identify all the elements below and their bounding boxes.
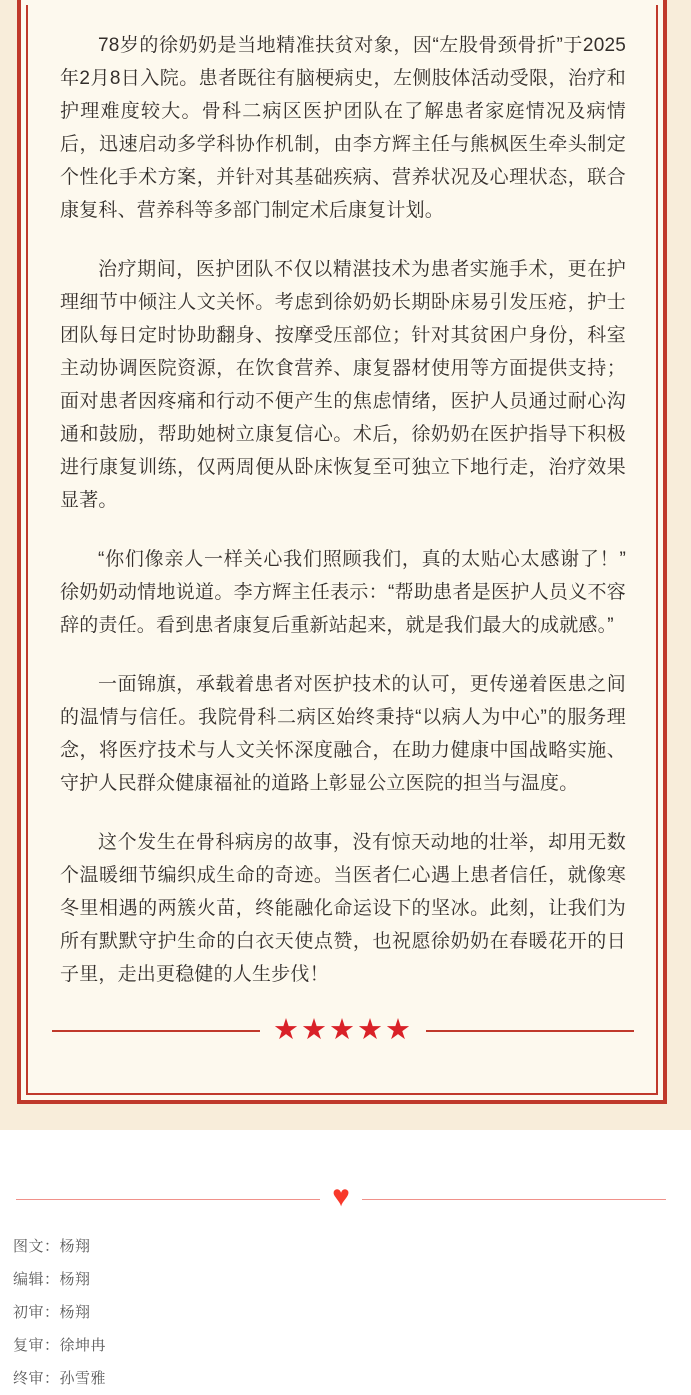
star-divider [52, 1015, 634, 1047]
credit-line-final-review: 终审：孙雪雅 [13, 1370, 107, 1387]
article-paragraph: 这个发生在骨科病房的故事，没有惊天动地的壮举，却用无数个温暖细节编织成生命的奇迹。当医者仁心遇上患者信任，就像寒冬里相遇的两簇火苗，终能融化命运设下的坚冰。此刻，让我们为所有默默守护生命的白衣天使点赞，也祝愿徐奶奶在春暖花开的日子里，走出更稳健的人生步伐！ [60, 832, 626, 985]
credit-line-graphics: 图文：杨翔 [13, 1238, 91, 1255]
credit-line-editor: 编辑：杨翔 [13, 1271, 91, 1288]
article-paragraph: 治疗期间，医护团队不仅以精湛技术为患者实施手术，更在护理细节中倾注人文关怀。考虑到徐奶奶长期卧床易引发压疮，护士团队每日定时协助翻身、按摩受压部位；针对其贫困户身份，科室主动协调医院资源，在饮食营养、康复器材使用等方面提供支持；面对患者因疼痛和行动不便产生的焦虑情绪，医护人员通过耐心沟通和鼓励，帮助她树立康复信心。术后，徐奶奶在医护指导下积极进行康复训练，仅两周便从卧床恢复至可独立下地行走，治疗效果显著。 [60, 259, 626, 511]
credits [13, 1230, 691, 1395]
heart-divider-line-right [362, 1199, 666, 1200]
article-frame-inner-border [26, 5, 658, 1095]
five-stars-icon: ★★★★★ [273, 1013, 413, 1046]
divider-line-left [52, 1030, 260, 1032]
credit-line-second-review: 复审：徐坤冉 [13, 1337, 107, 1354]
heart-divider-line-left [16, 1199, 320, 1200]
article-paragraph: 一面锦旗，承载着患者对医护技术的认可，更传递着医患之间的温情与信任。我院骨科二病区始终秉持“以病人为中心”的服务理念，将医疗技术与人文关怀深度融合，在助力健康中国战略实施、守护人民群众健康福祉的道路上彰显公立医院的担当与温度。 [60, 674, 626, 794]
article-footer [0, 1182, 691, 1395]
divider-line-right [426, 1030, 634, 1032]
heart-divider [16, 1182, 666, 1216]
article-paragraph: “你们像亲人一样关心我们照顾我们，真的太贴心太感谢了！”徐奶奶动情地说道。李方辉主任表示：“帮助患者是医护人员义不容辞的责任。看到患者康复后重新站起来，就是我们最大的成就感。” [60, 549, 626, 636]
heart-icon: ♥ [332, 1180, 350, 1213]
credit-line-first-review: 初审：杨翔 [13, 1304, 91, 1321]
article-frame-outer-border [17, 0, 667, 1104]
article-paragraph: 78岁的徐奶奶是当地精准扶贫对象，因“左股骨颈骨折”于2025年2月8日入院。患者既往有脑梗病史，左侧肢体活动受限，治疗和护理难度较大。骨科二病区医护团队在了解患者家庭情况及病情后，迅速启动多学科协作机制，由李方辉主任与熊枫医生牵头制定个性化手术方案，并针对其基础疾病、营养状况及心理状态，联合康复科、营养科等多部门制定术后康复计划。 [60, 35, 626, 221]
